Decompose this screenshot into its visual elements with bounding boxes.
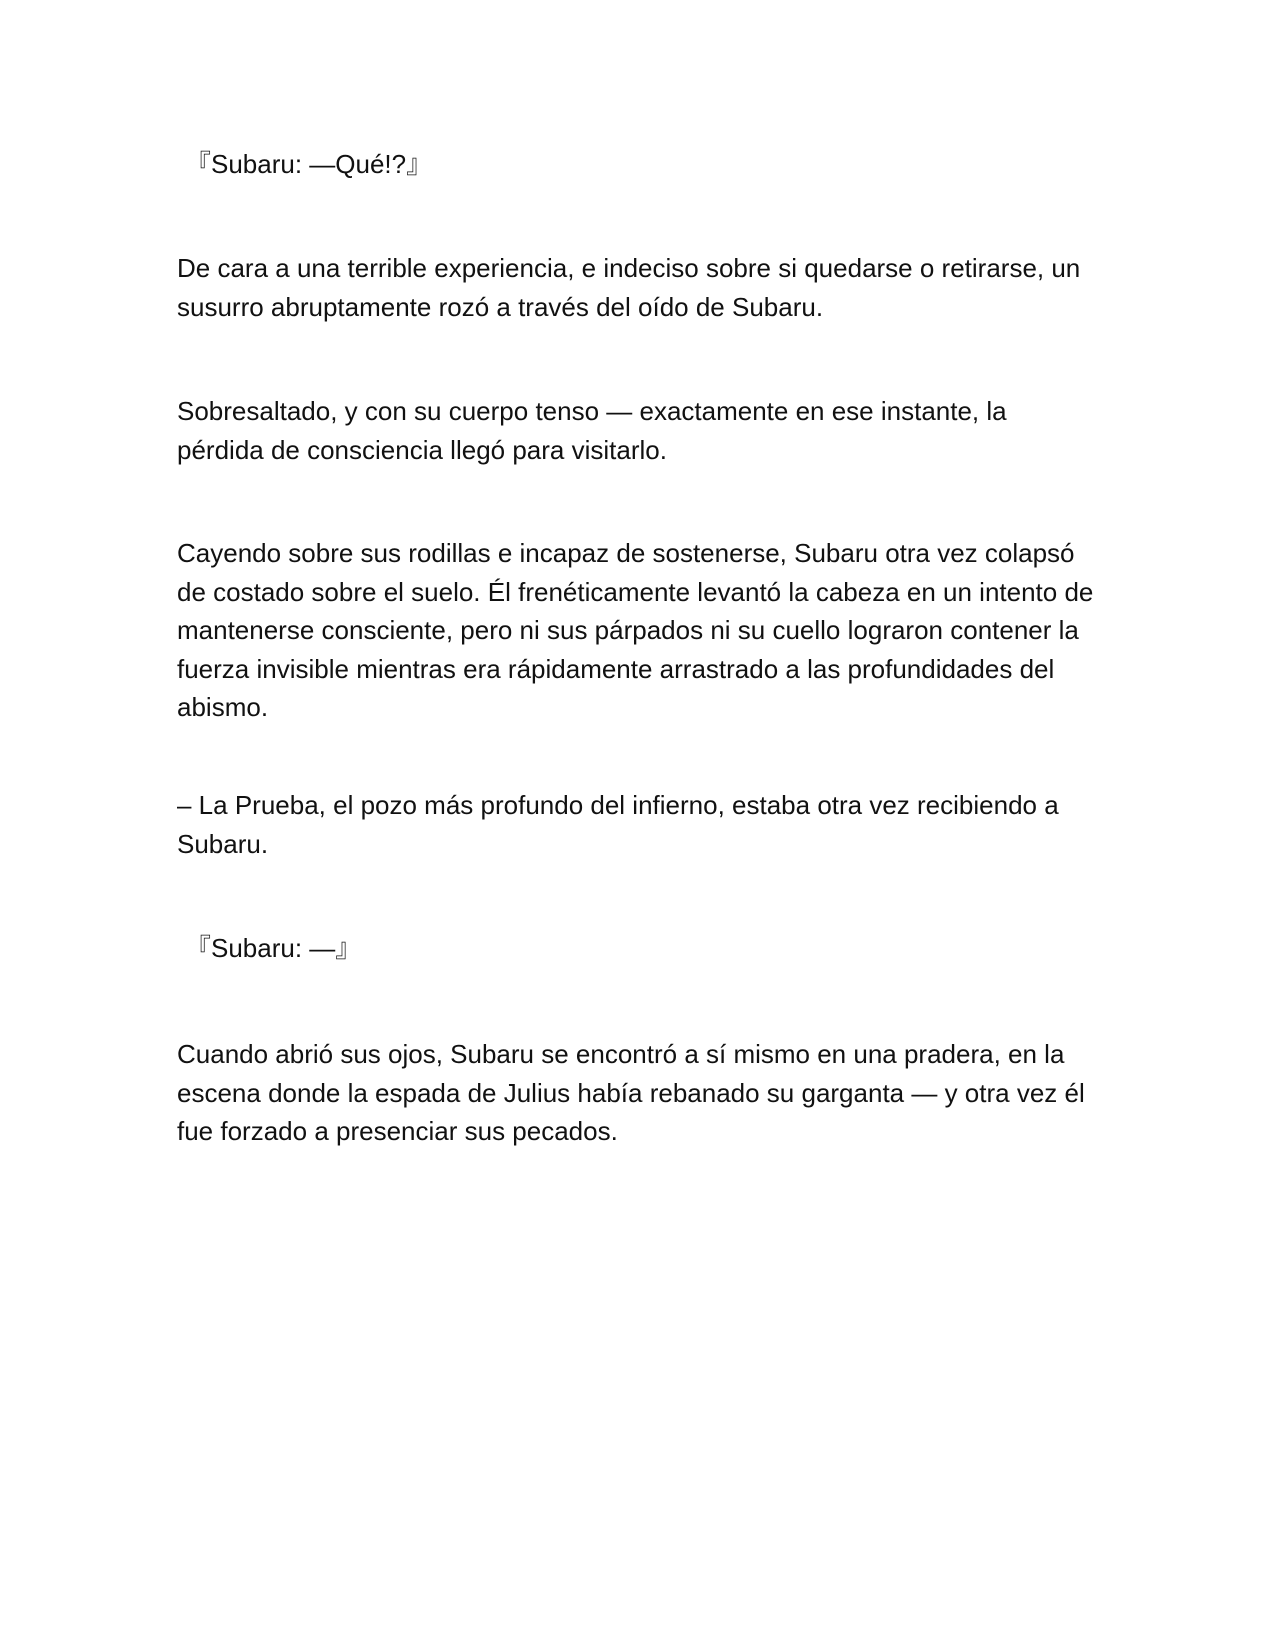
dialogue-line: 『Subaru: —Qué!?』 bbox=[185, 149, 433, 179]
paragraph: – La Prueba, el pozo más profundo del infierno, estaba otra vez recibiendo a Subaru. bbox=[177, 790, 1059, 859]
paragraph: Cuando abrió sus ojos, Subaru se encontró a sí mismo en una pradera, en la escena donde la espada de Julius había rebanado su garganta — y otra vez él fue forzado a presenciar sus pecados. bbox=[177, 1039, 1085, 1146]
paragraph: Sobresaltado, y con su cuerpo tenso — exactamente en ese instante, la pérdida de consciencia llegó para visitarlo. bbox=[177, 396, 1007, 465]
dialogue-line: 『Subaru: —』 bbox=[185, 933, 362, 963]
paragraph: De cara a una terrible experiencia, e indeciso sobre si quedarse o retirarse, un susurro abruptamente rozó a través del oído de Subaru. bbox=[177, 253, 1081, 322]
paragraph: Cayendo sobre sus rodillas e incapaz de sostenerse, Subaru otra vez colapsó de costado sobre el suelo. Él frenéticamente levantó la cabeza en un intento de mantenerse consciente, pero ni sus párpados ni su cuello lograron contener la fuerza invisible mientras era rápidamente arrastrado a las profundidades del abismo. bbox=[177, 538, 1094, 722]
